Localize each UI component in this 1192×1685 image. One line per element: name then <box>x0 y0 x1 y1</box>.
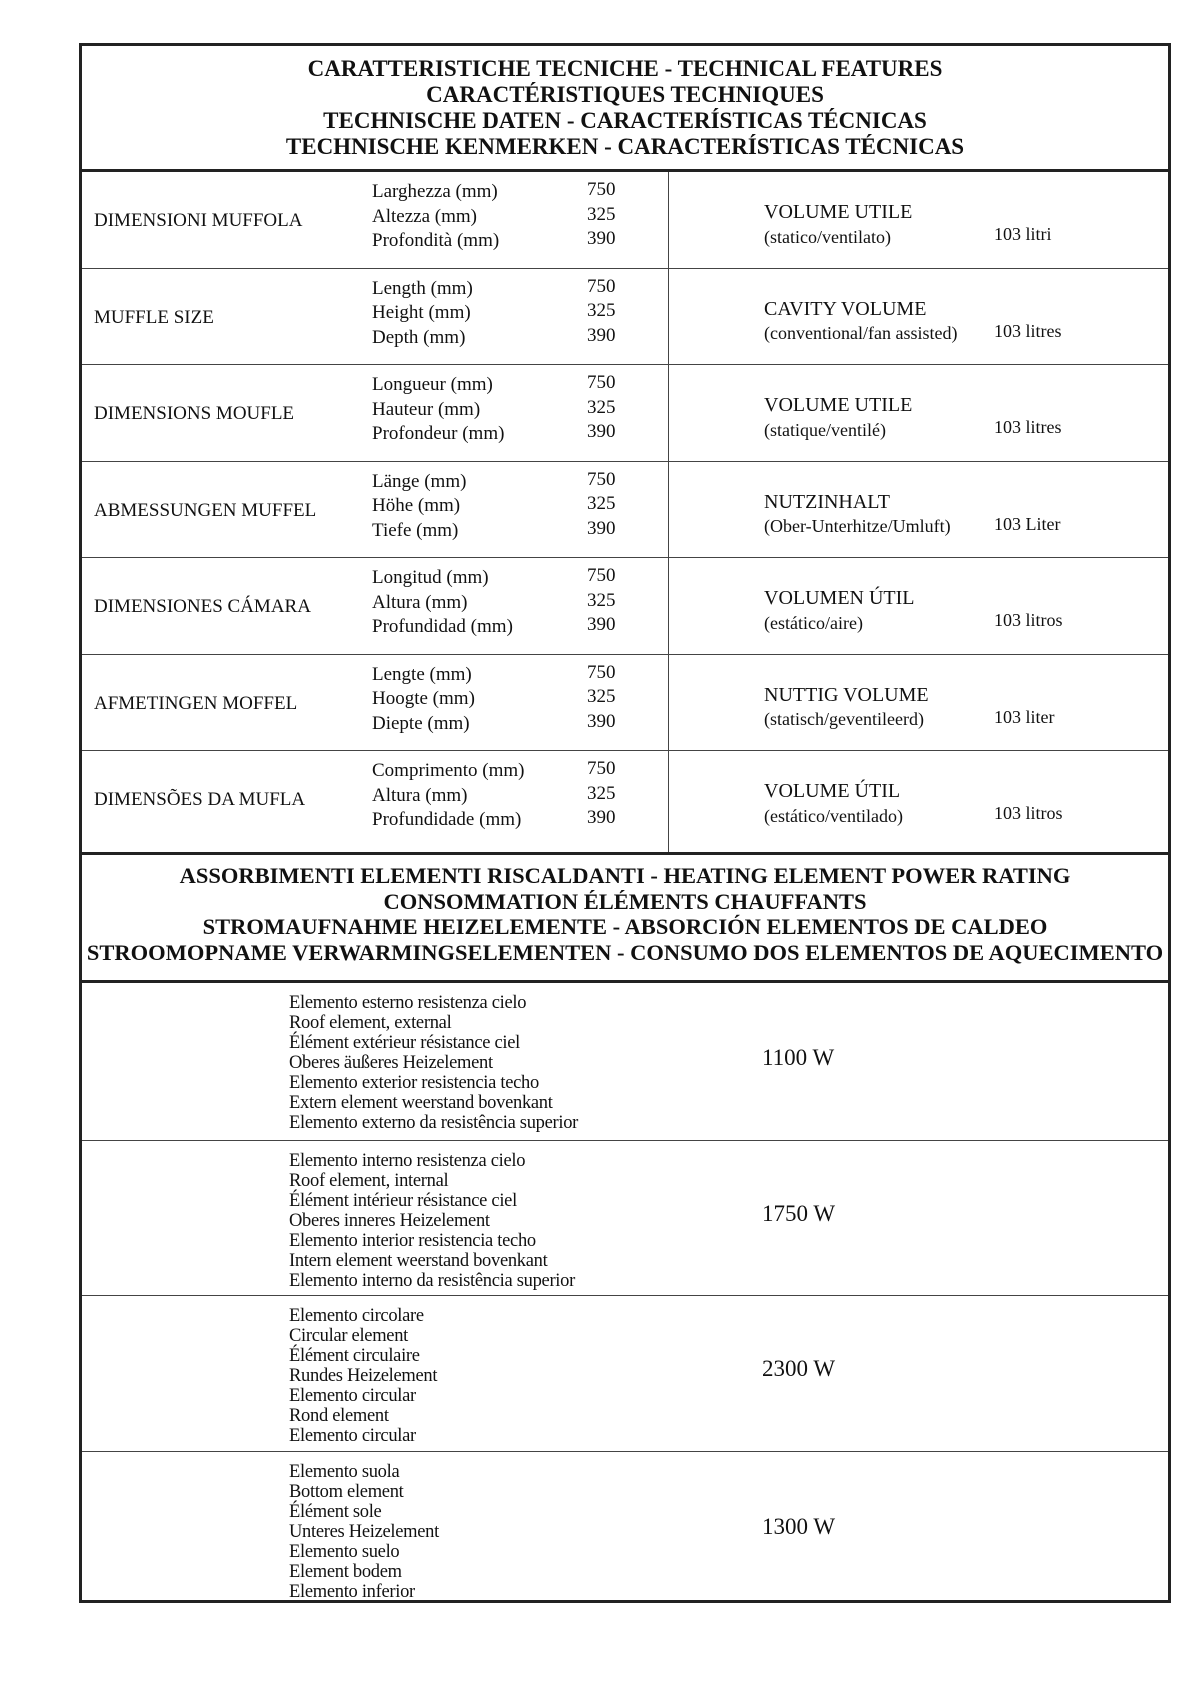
dimension-value: 325 <box>587 203 616 225</box>
element-name: Elemento inferior <box>289 1582 415 1602</box>
dimension-value: 390 <box>587 710 616 732</box>
dimension-values <box>587 757 616 831</box>
dimension-value: 750 <box>587 661 616 683</box>
volume-subtitle: (estático/aire) <box>764 612 863 633</box>
volume-value: 103 litres <box>994 417 1062 437</box>
dimension-value: 750 <box>587 468 616 490</box>
volume-label <box>764 779 903 828</box>
dimension-value: 750 <box>587 179 616 200</box>
dimension-label: Length (mm) <box>372 277 473 299</box>
dimension-label: Höhe (mm) <box>372 495 461 516</box>
element-names <box>289 993 578 1133</box>
dimension-label: Profondità (mm) <box>372 230 500 251</box>
element-name: Roof element, internal <box>289 1171 449 1191</box>
dimension-label: Hauteur (mm) <box>372 398 481 420</box>
dimension-row <box>82 172 1168 269</box>
dimension-values <box>587 564 616 638</box>
dimension-value: 390 <box>587 807 616 828</box>
volume-value: 103 litres <box>994 320 1062 341</box>
technical-features-header <box>82 46 1168 172</box>
dimension-labels <box>372 373 504 447</box>
volume-label <box>764 683 929 732</box>
volume-title: VOLUME ÚTIL <box>764 780 901 802</box>
dimension-row <box>82 751 1168 848</box>
element-name: Elemento circular <box>289 1426 416 1446</box>
dimension-row <box>82 365 1168 462</box>
element-names <box>289 1306 437 1446</box>
dimension-value: 750 <box>587 758 616 779</box>
muffle-name: DIMENSIONI MUFFOLA <box>94 210 303 231</box>
muffle-name: ABMESSUNGEN MUFFEL <box>94 499 317 521</box>
volume-subtitle: (statisch/geventileerd) <box>764 709 924 729</box>
dimension-values <box>587 371 616 445</box>
element-power: 1300 W <box>762 1514 836 1539</box>
dimension-label: Profundidade (mm) <box>372 809 522 830</box>
dimension-value: 750 <box>587 565 616 586</box>
volume-label <box>764 586 915 635</box>
dimension-value: 390 <box>587 421 616 442</box>
header-line: CARACTÉRISTIQUES TECHNIQUES <box>426 82 824 107</box>
dimension-values <box>587 275 616 349</box>
dimension-value: 325 <box>587 396 616 418</box>
dimension-value: 325 <box>587 589 616 611</box>
power-rating-header <box>82 852 1168 983</box>
dimension-labels <box>372 759 525 833</box>
element-name: Élément extérieur résistance ciel <box>289 1033 520 1053</box>
element-names <box>289 1462 439 1602</box>
element-name: Extern element weerstand bovenkant <box>289 1093 553 1113</box>
volume-value: 103 litros <box>994 610 1063 630</box>
element-name: Elemento interno da resistência superior <box>289 1271 575 1291</box>
dimension-values <box>587 661 616 735</box>
element-row <box>82 1296 1168 1452</box>
dimension-value: 390 <box>587 228 616 249</box>
element-name: Élément sole <box>289 1502 382 1522</box>
header-line: TECHNISCHE DATEN - CARACTERÍSTICAS TÉCNICAS <box>323 108 927 133</box>
muffle-name: AFMETINGEN MOFFEL <box>94 692 298 714</box>
dimension-labels <box>372 470 466 544</box>
dimension-values <box>587 468 616 542</box>
dimension-label: Longueur (mm) <box>372 374 493 395</box>
dimension-labels <box>372 566 513 640</box>
element-name: Elemento interior resistencia techo <box>289 1231 536 1251</box>
technical-features-table <box>79 43 1171 1603</box>
element-name: Elemento interno resistenza cielo <box>289 1151 526 1171</box>
volume-title: VOLUMEN ÚTIL <box>764 587 915 609</box>
element-row <box>82 983 1168 1141</box>
volume-label <box>764 393 912 442</box>
dimension-labels <box>372 180 499 254</box>
dimension-value: 390 <box>587 324 616 346</box>
muffle-name: DIMENSÕES DA MUFLA <box>94 789 306 810</box>
volume-subtitle: (statico/ventilato) <box>764 226 891 247</box>
dimension-label: Profundidad (mm) <box>372 616 513 637</box>
heating-elements-section <box>82 983 1168 1600</box>
element-name: Unteres Heizelement <box>289 1522 439 1542</box>
dimension-value: 325 <box>587 300 616 321</box>
dimension-label: Lengte (mm) <box>372 663 472 685</box>
element-name: Rundes Heizelement <box>289 1366 438 1386</box>
header-line: STROOMOPNAME VERWARMINGSELEMENTEN - CONSUMO DOS ELEMENTOS DE AQUECIMENTO <box>86 939 1164 965</box>
dimension-label: Longitud (mm) <box>372 567 489 588</box>
element-name: Roof element, external <box>289 1013 452 1033</box>
element-name: Elemento circular <box>289 1386 416 1406</box>
header-line: TECHNISCHE KENMERKEN - CARACTERÍSTICAS TÉCNICAS <box>285 134 965 159</box>
element-name: Oberes inneres Heizelement <box>289 1211 490 1231</box>
dimension-value: 390 <box>587 614 616 635</box>
dimension-label: Profondeur (mm) <box>372 423 505 444</box>
element-name: Élément intérieur résistance ciel <box>289 1191 517 1211</box>
dimension-label: Depth (mm) <box>372 326 466 348</box>
element-power: 1100 W <box>762 1045 835 1070</box>
dimension-row <box>82 462 1168 559</box>
element-row <box>82 1141 1168 1296</box>
volume-subtitle: (estático/ventilado) <box>764 805 903 826</box>
dimension-value: 325 <box>587 493 616 514</box>
volume-title: CAVITY VOLUME <box>764 297 927 320</box>
dimension-label: Hoogte (mm) <box>372 688 475 709</box>
element-name: Bottom element <box>289 1482 404 1502</box>
element-name: Circular element <box>289 1326 408 1346</box>
element-name: Oberes äußeres Heizelement <box>289 1053 493 1073</box>
header-line: CONSOMMATION ÉLÉMENTS CHAUFFANTS <box>383 888 867 914</box>
volume-subtitle: (Ober-Unterhitze/Umluft) <box>764 516 951 536</box>
element-name: Rond element <box>289 1406 389 1426</box>
element-name: Intern element weerstand bovenkant <box>289 1251 548 1271</box>
dimension-value: 390 <box>587 517 616 539</box>
volume-value: 103 litri <box>994 224 1052 244</box>
element-name: Élément circulaire <box>289 1346 420 1366</box>
dimension-label: Altura (mm) <box>372 784 468 806</box>
dimension-label: Height (mm) <box>372 302 471 323</box>
dimension-label: Comprimento (mm) <box>372 760 525 781</box>
volume-title: VOLUME UTILE <box>764 394 913 416</box>
volume-value: 103 liter <box>994 706 1055 727</box>
header-line: CARATTERISTICHE TECNICHE - TECHNICAL FEATURES <box>307 56 943 81</box>
dimension-label: Altura (mm) <box>372 591 468 613</box>
dimension-value: 325 <box>587 686 616 707</box>
dimension-row <box>82 558 1168 655</box>
element-name: Element bodem <box>289 1562 402 1582</box>
volume-label <box>764 200 912 249</box>
volume-value: 103 Liter <box>994 513 1061 534</box>
dimension-value: 325 <box>587 782 616 804</box>
volume-title: NUTZINHALT <box>764 490 890 513</box>
dimension-label: Länge (mm) <box>372 470 467 492</box>
element-power: 2300 W <box>762 1356 836 1381</box>
element-name: Elemento suola <box>289 1462 400 1482</box>
muffle-name: MUFFLE SIZE <box>94 306 214 328</box>
volume-title: NUTTIG VOLUME <box>764 683 929 706</box>
dimension-label: Altezza (mm) <box>372 205 477 227</box>
dimension-value: 750 <box>587 275 616 297</box>
dimension-row <box>82 655 1168 752</box>
muffle-name: DIMENSIONES CÁMARA <box>94 596 311 617</box>
volume-label <box>764 297 957 346</box>
volume-value: 103 litros <box>994 803 1063 823</box>
element-power: 1750 W <box>762 1201 836 1226</box>
dimension-label: Tiefe (mm) <box>372 519 459 541</box>
element-row <box>82 1452 1168 1600</box>
element-name: Elemento suelo <box>289 1542 400 1562</box>
dimension-values <box>587 178 616 252</box>
volume-label <box>764 490 951 539</box>
header-line: STROMAUFNAHME HEIZELEMENTE - ABSORCIÓN ELEMENTOS DE CALDEO <box>202 914 1048 939</box>
element-names <box>289 1151 575 1291</box>
element-name: Elemento esterno resistenza cielo <box>289 993 527 1013</box>
element-name: Elemento circolare <box>289 1306 424 1326</box>
element-name: Elemento externo da resistência superior <box>289 1113 579 1133</box>
dimension-labels <box>372 277 473 351</box>
volume-subtitle: (statique/ventilé) <box>764 419 886 440</box>
dimension-labels <box>372 663 475 737</box>
volume-subtitle: (conventional/fan assisted) <box>764 323 958 343</box>
volume-title: VOLUME UTILE <box>764 201 913 223</box>
element-name: Elemento exterior resistencia techo <box>289 1073 539 1093</box>
dimension-label: Larghezza (mm) <box>372 181 498 202</box>
muffle-name: DIMENSIONS MOUFLE <box>94 403 295 424</box>
dimension-value: 750 <box>587 372 616 393</box>
header-line: ASSORBIMENTI ELEMENTI RISCALDANTI - HEATING ELEMENT POWER RATING <box>179 863 1071 888</box>
dimensions-section <box>82 172 1168 848</box>
dimension-row <box>82 269 1168 366</box>
dimension-label: Diepte (mm) <box>372 712 470 734</box>
